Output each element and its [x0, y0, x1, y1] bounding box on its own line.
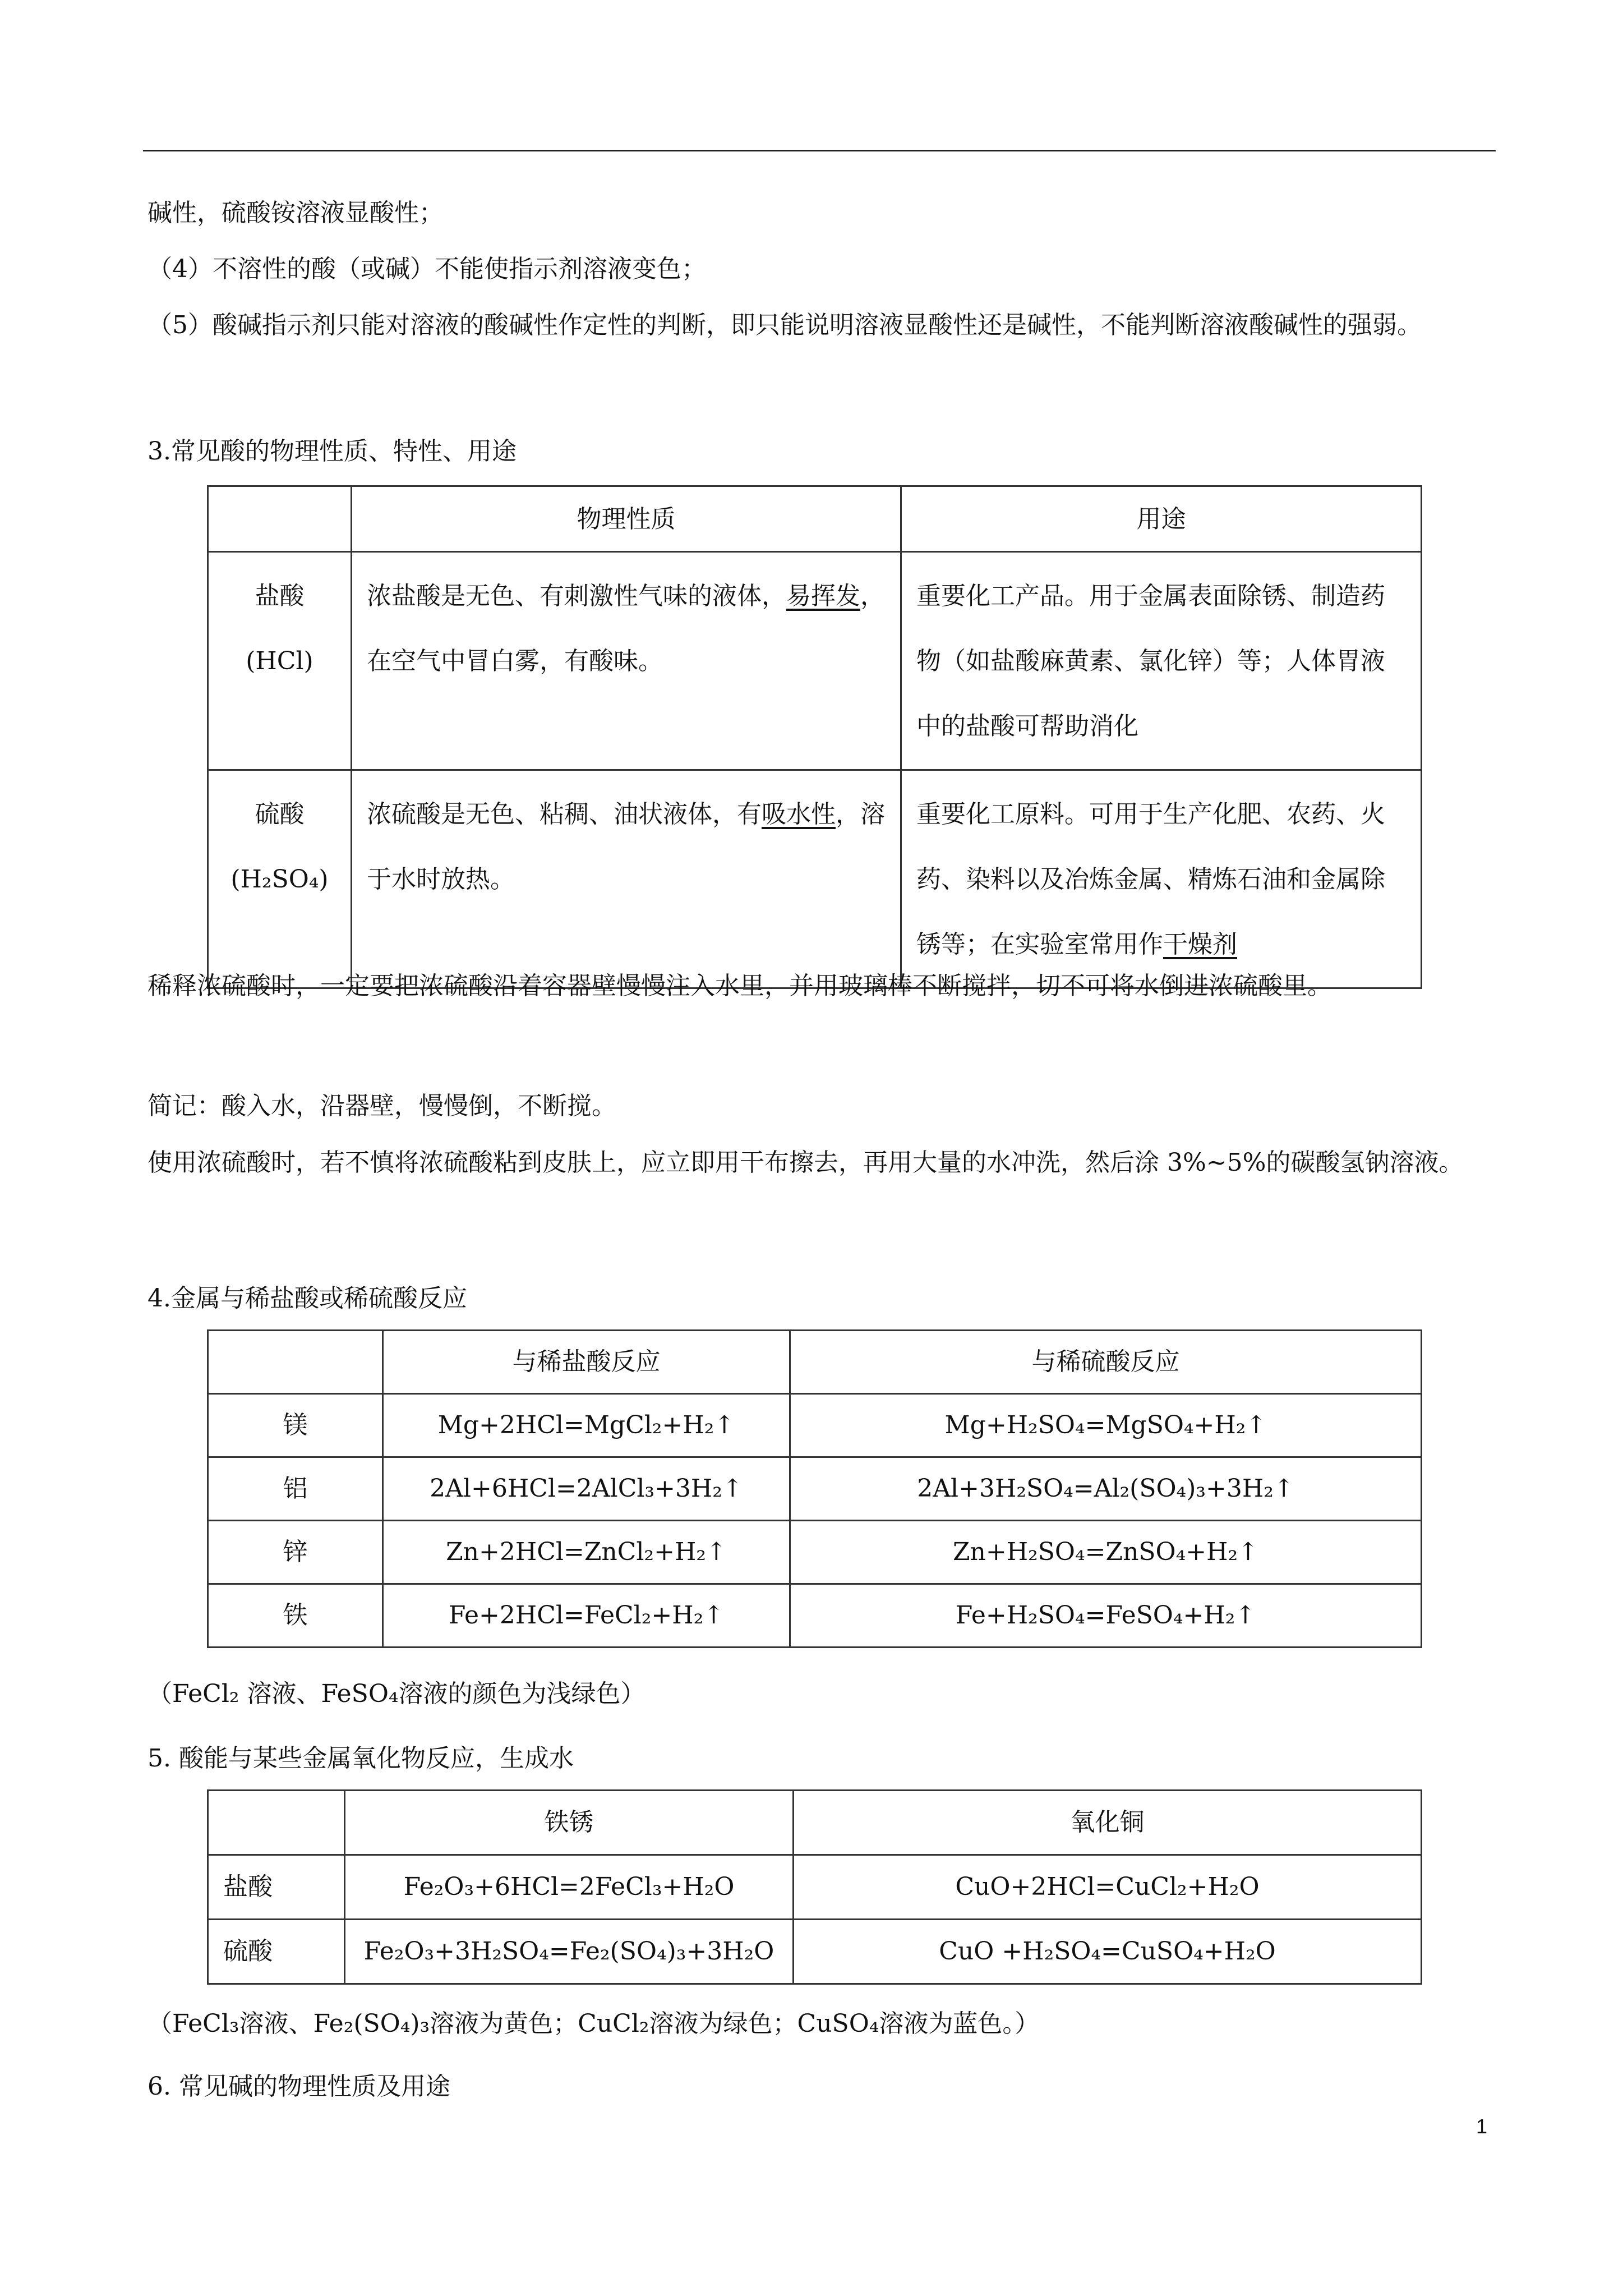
acid-cell: 硫酸 — [208, 1920, 345, 1984]
acid-name: 盐酸 — [255, 582, 305, 610]
section-4-note: （FeCl₂ 溶液、FeSO₄溶液的颜色为浅绿色） — [147, 1680, 645, 1708]
section-3-heading: 3.常见酸的物理性质、特性、用途 — [147, 437, 517, 466]
use-text: 重要化工产品。用于金属表面除锈、制造药物（如盐酸麻黄素、氯化锌）等；人体胃液中的盐酸可帮助消化 — [916, 582, 1385, 740]
table-header-cell: 与稀盐酸反应 — [383, 1331, 790, 1394]
property-keyword: 易挥发 — [786, 582, 860, 610]
table-row — [208, 1457, 1422, 1521]
header-rule — [143, 150, 1496, 151]
cuo-equation: CuO+2HCl=CuCl₂+H₂O — [794, 1855, 1422, 1920]
table-header-row — [208, 486, 1422, 552]
rust-equation: Fe₂O₃+6HCl=2FeCl₃+H₂O — [345, 1855, 794, 1920]
table-header-row — [208, 1331, 1422, 1394]
table-row — [208, 552, 1422, 770]
intro-item-5: （5）酸碱指示剂只能对溶液的酸碱性作定性的判断，即只能说明溶液显酸性还是碱性，不能判断溶液酸碱性的强弱。 — [147, 311, 1422, 339]
acid-cell: 盐酸 — [208, 1855, 345, 1920]
acid-formula: (HCl) — [246, 647, 313, 675]
property-cell — [352, 552, 901, 770]
metal-cell: 锌 — [208, 1521, 383, 1584]
table-header-cell — [208, 1791, 345, 1855]
metal-cell: 铁 — [208, 1584, 383, 1648]
intro-item-4: （4）不溶性的酸（或碱）不能使指示剂溶液变色； — [147, 255, 706, 283]
property-text: 浓硫酸是无色、粘稠、油状液体，有 — [367, 800, 762, 829]
property-keyword: 吸水性 — [762, 800, 836, 829]
table-header-cell: 铁锈 — [345, 1791, 794, 1855]
metal-acid-reaction-table — [207, 1329, 1422, 1648]
mnemonic: 简记：酸入水，沿器壁，慢慢倒，不断搅。 — [147, 1092, 616, 1120]
use-text: 重要化工原料。可用于生产化肥、农药、火药、染料以及冶炼金属、精炼石油和金属除锈等；在实验室常用作 — [916, 800, 1385, 959]
table-header-cell: 氧化铜 — [794, 1791, 1422, 1855]
table-row — [208, 1521, 1422, 1584]
h2so4-equation: Fe+H₂SO₄=FeSO₄+H₂↑ — [790, 1584, 1422, 1648]
table-header-cell: 与稀硫酸反应 — [790, 1331, 1422, 1394]
section-5-note: （FeCl₃溶液、Fe₂(SO₄)₃溶液为黄色；CuCl₂溶液为绿色；CuSO₄溶液为蓝色。） — [147, 2009, 1040, 2038]
section-4-heading: 4.金属与稀盐酸或稀硫酸反应 — [147, 1284, 467, 1313]
section-5-heading: 5. 酸能与某些金属氧化物反应，生成水 — [147, 1744, 574, 1773]
property-text: 浓盐酸是无色、有刺激性气味的液体， — [367, 582, 786, 610]
cuo-equation: CuO +H₂SO₄=CuSO₄+H₂O — [794, 1920, 1422, 1984]
use-cell — [901, 552, 1422, 770]
dilute-note: 稀释浓硫酸时，一定要把浓硫酸沿着容器壁慢慢注入水里，并用玻璃棒不断搅拌，切不可将水倒进浓硫酸里。 — [147, 972, 1332, 1000]
h2so4-equation: 2Al+3H₂SO₄=Al₂(SO₄)₃+3H₂↑ — [790, 1457, 1422, 1521]
hcl-equation: Mg+2HCl=MgCl₂+H₂↑ — [383, 1394, 790, 1457]
intro-line: 碱性，硫酸铵溶液显酸性； — [147, 199, 444, 227]
table-header-cell: 物理性质 — [352, 486, 901, 552]
h2so4-equation: Zn+H₂SO₄=ZnSO₄+H₂↑ — [790, 1521, 1422, 1584]
property-text: ，在空气中冒白雾，有酸味。 — [367, 582, 885, 675]
acid-formula: (H₂SO₄) — [230, 865, 329, 894]
acid-name-cell — [208, 552, 352, 770]
table-header-cell: 用途 — [901, 486, 1422, 552]
metal-cell: 铝 — [208, 1457, 383, 1521]
table-header-cell — [208, 486, 352, 552]
rust-equation: Fe₂O₃+3H₂SO₄=Fe₂(SO₄)₃+3H₂O — [345, 1920, 794, 1984]
hcl-equation: Fe+2HCl=FeCl₂+H₂↑ — [383, 1584, 790, 1648]
metal-oxide-reaction-table — [207, 1789, 1422, 1985]
metal-cell: 镁 — [208, 1394, 383, 1457]
table-row — [208, 1920, 1422, 1984]
page-number: 1 — [1476, 2115, 1488, 2138]
hcl-equation: Zn+2HCl=ZnCl₂+H₂↑ — [383, 1521, 790, 1584]
table-row — [208, 1394, 1422, 1457]
use-keyword: 干燥剂 — [1163, 930, 1237, 959]
table-header-cell — [208, 1331, 383, 1394]
acid-name: 硫酸 — [255, 800, 305, 829]
safety-note: 使用浓硫酸时，若不慎将浓硫酸粘到皮肤上，应立即用干布擦去，再用大量的水冲洗，然后涂 3%~5%的碳酸氢钠溶液。 — [147, 1148, 1464, 1177]
table-header-row — [208, 1791, 1422, 1855]
table-row — [208, 1855, 1422, 1920]
table-row — [208, 1584, 1422, 1648]
property-text: ，溶于水时放热。 — [367, 800, 885, 894]
section-6-heading: 6. 常见碱的物理性质及用途 — [147, 2072, 450, 2101]
acid-properties-table — [207, 485, 1422, 989]
h2so4-equation: Mg+H₂SO₄=MgSO₄+H₂↑ — [790, 1394, 1422, 1457]
hcl-equation: 2Al+6HCl=2AlCl₃+3H₂↑ — [383, 1457, 790, 1521]
